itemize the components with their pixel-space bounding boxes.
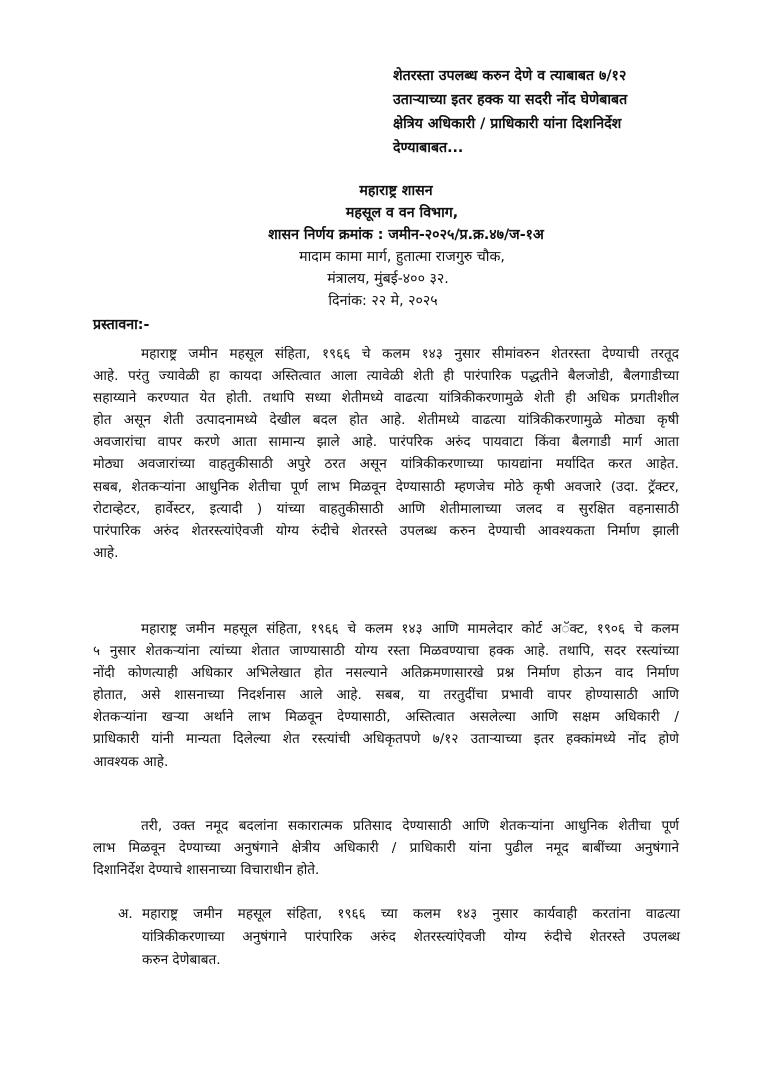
subject-line: उताऱ्याच्या इतर हक्क या सदरी नोंद घेणेबाबत (393, 92, 628, 108)
list-marker: अ. (118, 906, 133, 922)
list-item-text (142, 903, 680, 972)
list-item-line: करुन देणेबाबत. (142, 952, 221, 968)
preamble-heading: प्रस्तावना:- (93, 317, 150, 333)
department-name: महसूल व वन विभाग, (345, 205, 459, 221)
paragraph-line: मोठ्या अवजारांच्या वाहतुकीसाठी अपुरे ठरत असून यांत्रिकीकरणाच्या फायद्यांना मर्यादित करत आहेत. (93, 456, 679, 473)
subject-block (393, 64, 693, 160)
paragraph-line: महाराष्ट्र जमीन महसूल संहिता, १९६६ चे कलम १४३ नुसार सीमांवरुन शेतरस्ता देण्याची तरतूद (141, 346, 679, 362)
paragraph-line: शेतकऱ्यांना खऱ्या अर्थाने लाभ मिळवून देण्यासाठी, अस्तित्वात असलेल्या आणि सक्षम अधिकारी / (93, 709, 679, 726)
list-item-line: यांत्रिकीकरणाच्या अनुषंगाने पारंपारिक अरुंद शेतरस्त्यांऐवजी योग्य रुंदीचे शेतरस्ते उपलब्ध (142, 929, 680, 945)
paragraph-line: आहे. (93, 544, 119, 561)
paragraph-line: महाराष्ट्र जमीन महसूल संहिता, १९६६ चे कलम १४३ आणि मामलेदार कोर्ट अॅक्ट, १९०६ चे कलम (141, 621, 679, 637)
paragraph-line: ५ नुसार शेतकऱ्यांना त्यांच्या शेतात जाण्यासाठी योग्य रस्ता मिळवण्याचा हक्क आहे. तथापि, सदर रस्त्यांच्या (93, 643, 679, 660)
government-header (0, 180, 768, 312)
paragraph-line: तरी, उक्त नमूद बदलांना सकारात्मक प्रतिसाद देण्यासाठी आणि शेतकऱ्यांना आधुनिक शेतीचा पूर्ण (141, 818, 679, 834)
paragraph-line: लाभ मिळवून देण्याच्या अनुषंगाने क्षेत्रीय अधिकारी / प्राधिकारी यांना पुढील नमूद बाबींच्या अनुषंगाने (93, 840, 679, 857)
paragraph-line: सबब, शेतकऱ्यांना आधुनिक शेतीचा पूर्ण लाभ मिळवून देण्यासाठी म्हणजेच मोठे कृषी अवजारे (उदा. ट्रॅक्टर, (93, 478, 679, 495)
address-line: मंत्रालय, मुंबई-४०० ३२. (327, 271, 449, 287)
date-line: दिनांक: २२ मे, २०२५ (328, 293, 438, 309)
paragraph-line: दिशानिर्देश देण्याचे शासनाच्या विचाराधीन होते. (93, 862, 320, 879)
paragraph-line: होत असून शेती उत्पादनामध्ये देखील बदल होत आहे. शेतीमध्ये वाढत्या यांत्रिकीकरणामुळे मोठ्या कृषी (93, 412, 679, 429)
paragraph (93, 815, 679, 881)
paragraph-line: नोंदी कोणत्याही अधिकार अभिलेखात होत नसल्याने अतिक्रमणासारखे प्रश्न निर्माण होऊन वाद निर्माण (93, 665, 679, 682)
paragraph (93, 343, 679, 564)
paragraph-line: आहे. परंतु ज्यावेळी हा कायदा अस्तित्वात आला त्यावेळी शेती ही पारंपारिक पद्धतीने बैलजोडी, बैलगाडीच्या (93, 368, 679, 385)
paragraph-line: अवजारांचा वापर करणे आता सामान्य झाले आहे. पारंपरिक अरुंद पायवाटा किंवा बैलगाडी मार्ग आता (93, 434, 679, 451)
paragraph-line: रोटाव्हेटर, हार्वेस्टर, इत्यादी ) यांच्या वाहतुकीसाठी आणि शेतीमालाच्या जलद व सुरक्षित वहनासाठी (93, 500, 679, 517)
resolution-number: शासन निर्णय क्रमांक : जमीन-२०२५/प्र.क्र.४७/ज-१अ (268, 227, 544, 243)
paragraph-line: सहाय्याने करण्यात येत होती. तथापि सध्या शेतीमध्ये वाढत्या यांत्रिकीकरणामुळे शेती ही अधिक प्रगतीशील (93, 390, 679, 407)
subject-line: देण्याबाबत... (393, 140, 464, 156)
subject-line: शेतरस्ता उपलब्ध करुन देणे व त्याबाबत ७/१२ (393, 68, 627, 84)
list-item-line: महाराष्ट्र जमीन महसूल संहिता, १९६६ च्या कलम १४३ नुसार कार्यवाही करतांना वाढत्या (142, 906, 680, 922)
address-line: मादाम कामा मार्ग, हुतात्मा राजगुरु चौक, (299, 249, 505, 265)
subject-line: क्षेत्रिय अधिकारी / प्राधिकारी यांना दिशनिर्देश (393, 116, 622, 132)
paragraph (93, 618, 679, 773)
paragraph-line: पारंपारिक अरुंद शेतरस्त्यांऐवजी योग्य रुंदीचे शेतरस्ते उपलब्ध करुन देण्याची आवश्यकता निर्माण झाली (93, 522, 679, 539)
paragraph-line: आवश्यक आहे. (93, 753, 169, 770)
paragraph-line: होतात, असे शासनाच्या निदर्शनास आले आहे. सबब, या तरतुदींचा प्रभावी वापर होण्यासाठी आणि (93, 687, 679, 704)
government-name: महाराष्ट्र शासन (359, 183, 433, 199)
paragraph-line: प्राधिकारी यांनी मान्यता दिलेल्या शेत रस्त्यांची अधिकृतपणे ७/१२ उताऱ्याच्या इतर हक्कांमध्ये नोंद होणे (93, 731, 679, 748)
